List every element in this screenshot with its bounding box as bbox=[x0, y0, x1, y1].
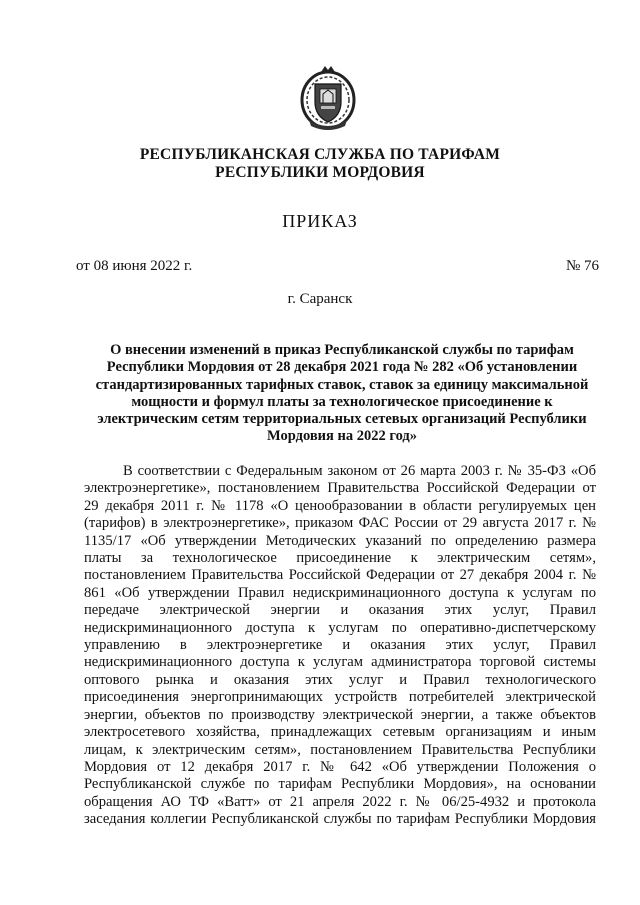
body-line: Мордовия от 12 декабря 2017 г. № 642 «Об утверждении Положения о bbox=[84, 758, 596, 775]
body-line: платы за технологическое присоединение к электрическим сетям», bbox=[84, 550, 596, 567]
body-line: Республиканской службе по тарифам Республики Мордовия», на основании bbox=[84, 776, 596, 793]
body-line: присоединения энергопринимающих устройств потребителей электрической bbox=[84, 689, 596, 706]
title-line: мощности и формул платы за технологическое присоединение к bbox=[131, 393, 553, 410]
body-line: 29 декабря 2011 г. № 1178 «О ценообразовании в области регулируемых цен bbox=[84, 497, 596, 514]
title-line: электрическим сетям территориальных сетевых организаций Республики bbox=[97, 411, 587, 428]
organization-name-line2: РЕСПУБЛИКИ МОРДОВИЯ bbox=[215, 164, 425, 181]
organization-name-line1: РЕСПУБЛИКАНСКАЯ СЛУЖБА ПО ТАРИФАМ bbox=[139, 146, 501, 163]
document-city: г. Саранск bbox=[287, 291, 353, 307]
body-line: 1135/17 «Об утверждении Методических указаний по определению размера bbox=[84, 532, 596, 549]
document-body bbox=[84, 463, 596, 829]
body-line: передаче электрической энергии и оказания этих услуг, Правил bbox=[84, 602, 596, 619]
document-type: ПРИКАЗ bbox=[282, 211, 358, 231]
body-line: обращения АО ТФ «Ватт» от 21 апреля 2022 г. № 06/25-4932 и протокола bbox=[84, 793, 596, 810]
body-line: электросетевого хозяйства, принадлежащих сетевым организациям и иным bbox=[84, 724, 596, 741]
title-line: О внесении изменений в приказ Республиканской службы по тарифам bbox=[110, 342, 574, 358]
body-line: постановлением Правительства Российской Федерации от 27 декабря 2004 г. № bbox=[84, 567, 596, 584]
body-line: недискриминационного доступа к услугам по оперативно-диспетчерскому bbox=[84, 619, 596, 636]
body-line: лицам, к электрическим сетям», постановлением Правительства Республики bbox=[84, 741, 596, 758]
body-line: управлению в электроэнергетике и оказания этих услуг, Правил bbox=[84, 637, 596, 654]
body-line: заседания коллегии Республиканской службы по тарифам Республики Мордовия bbox=[84, 811, 596, 828]
coat-of-arms-emblem-icon bbox=[299, 62, 357, 134]
body-line: электроэнергетике», постановлением Правительства Российской Федерации от bbox=[84, 480, 596, 497]
document-date: от 08 июня 2022 г. bbox=[76, 258, 193, 274]
body-line: энергии, объектов по производству электрической энергии, а также объектов bbox=[84, 706, 596, 723]
body-line: недискриминационного доступа к услугам администратора торговой системы bbox=[84, 654, 596, 671]
body-line: (тарифов) в электроэнергетике», приказом ФАС России от 29 августа 2017 г. № bbox=[84, 515, 596, 532]
document-number: № 76 bbox=[565, 258, 599, 274]
document-title bbox=[88, 342, 596, 446]
body-line: оптового рынка и оказания этих услуг и Правил технологического bbox=[84, 671, 596, 688]
body-line: 861 «Об утверждении Правил недискриминационного доступа к услугам по bbox=[84, 584, 596, 601]
title-line: Республики Мордовия от 28 декабря 2021 года № 282 «Об установлении bbox=[106, 359, 578, 376]
title-line: стандартизированных тарифных ставок, ставок за единицу максимальной bbox=[95, 376, 589, 393]
body-line: В соответствии с Федеральным законом от 26 марта 2003 г. № 35-ФЗ «Об bbox=[123, 463, 596, 479]
title-line: Мордовия на 2022 год» bbox=[267, 428, 417, 445]
